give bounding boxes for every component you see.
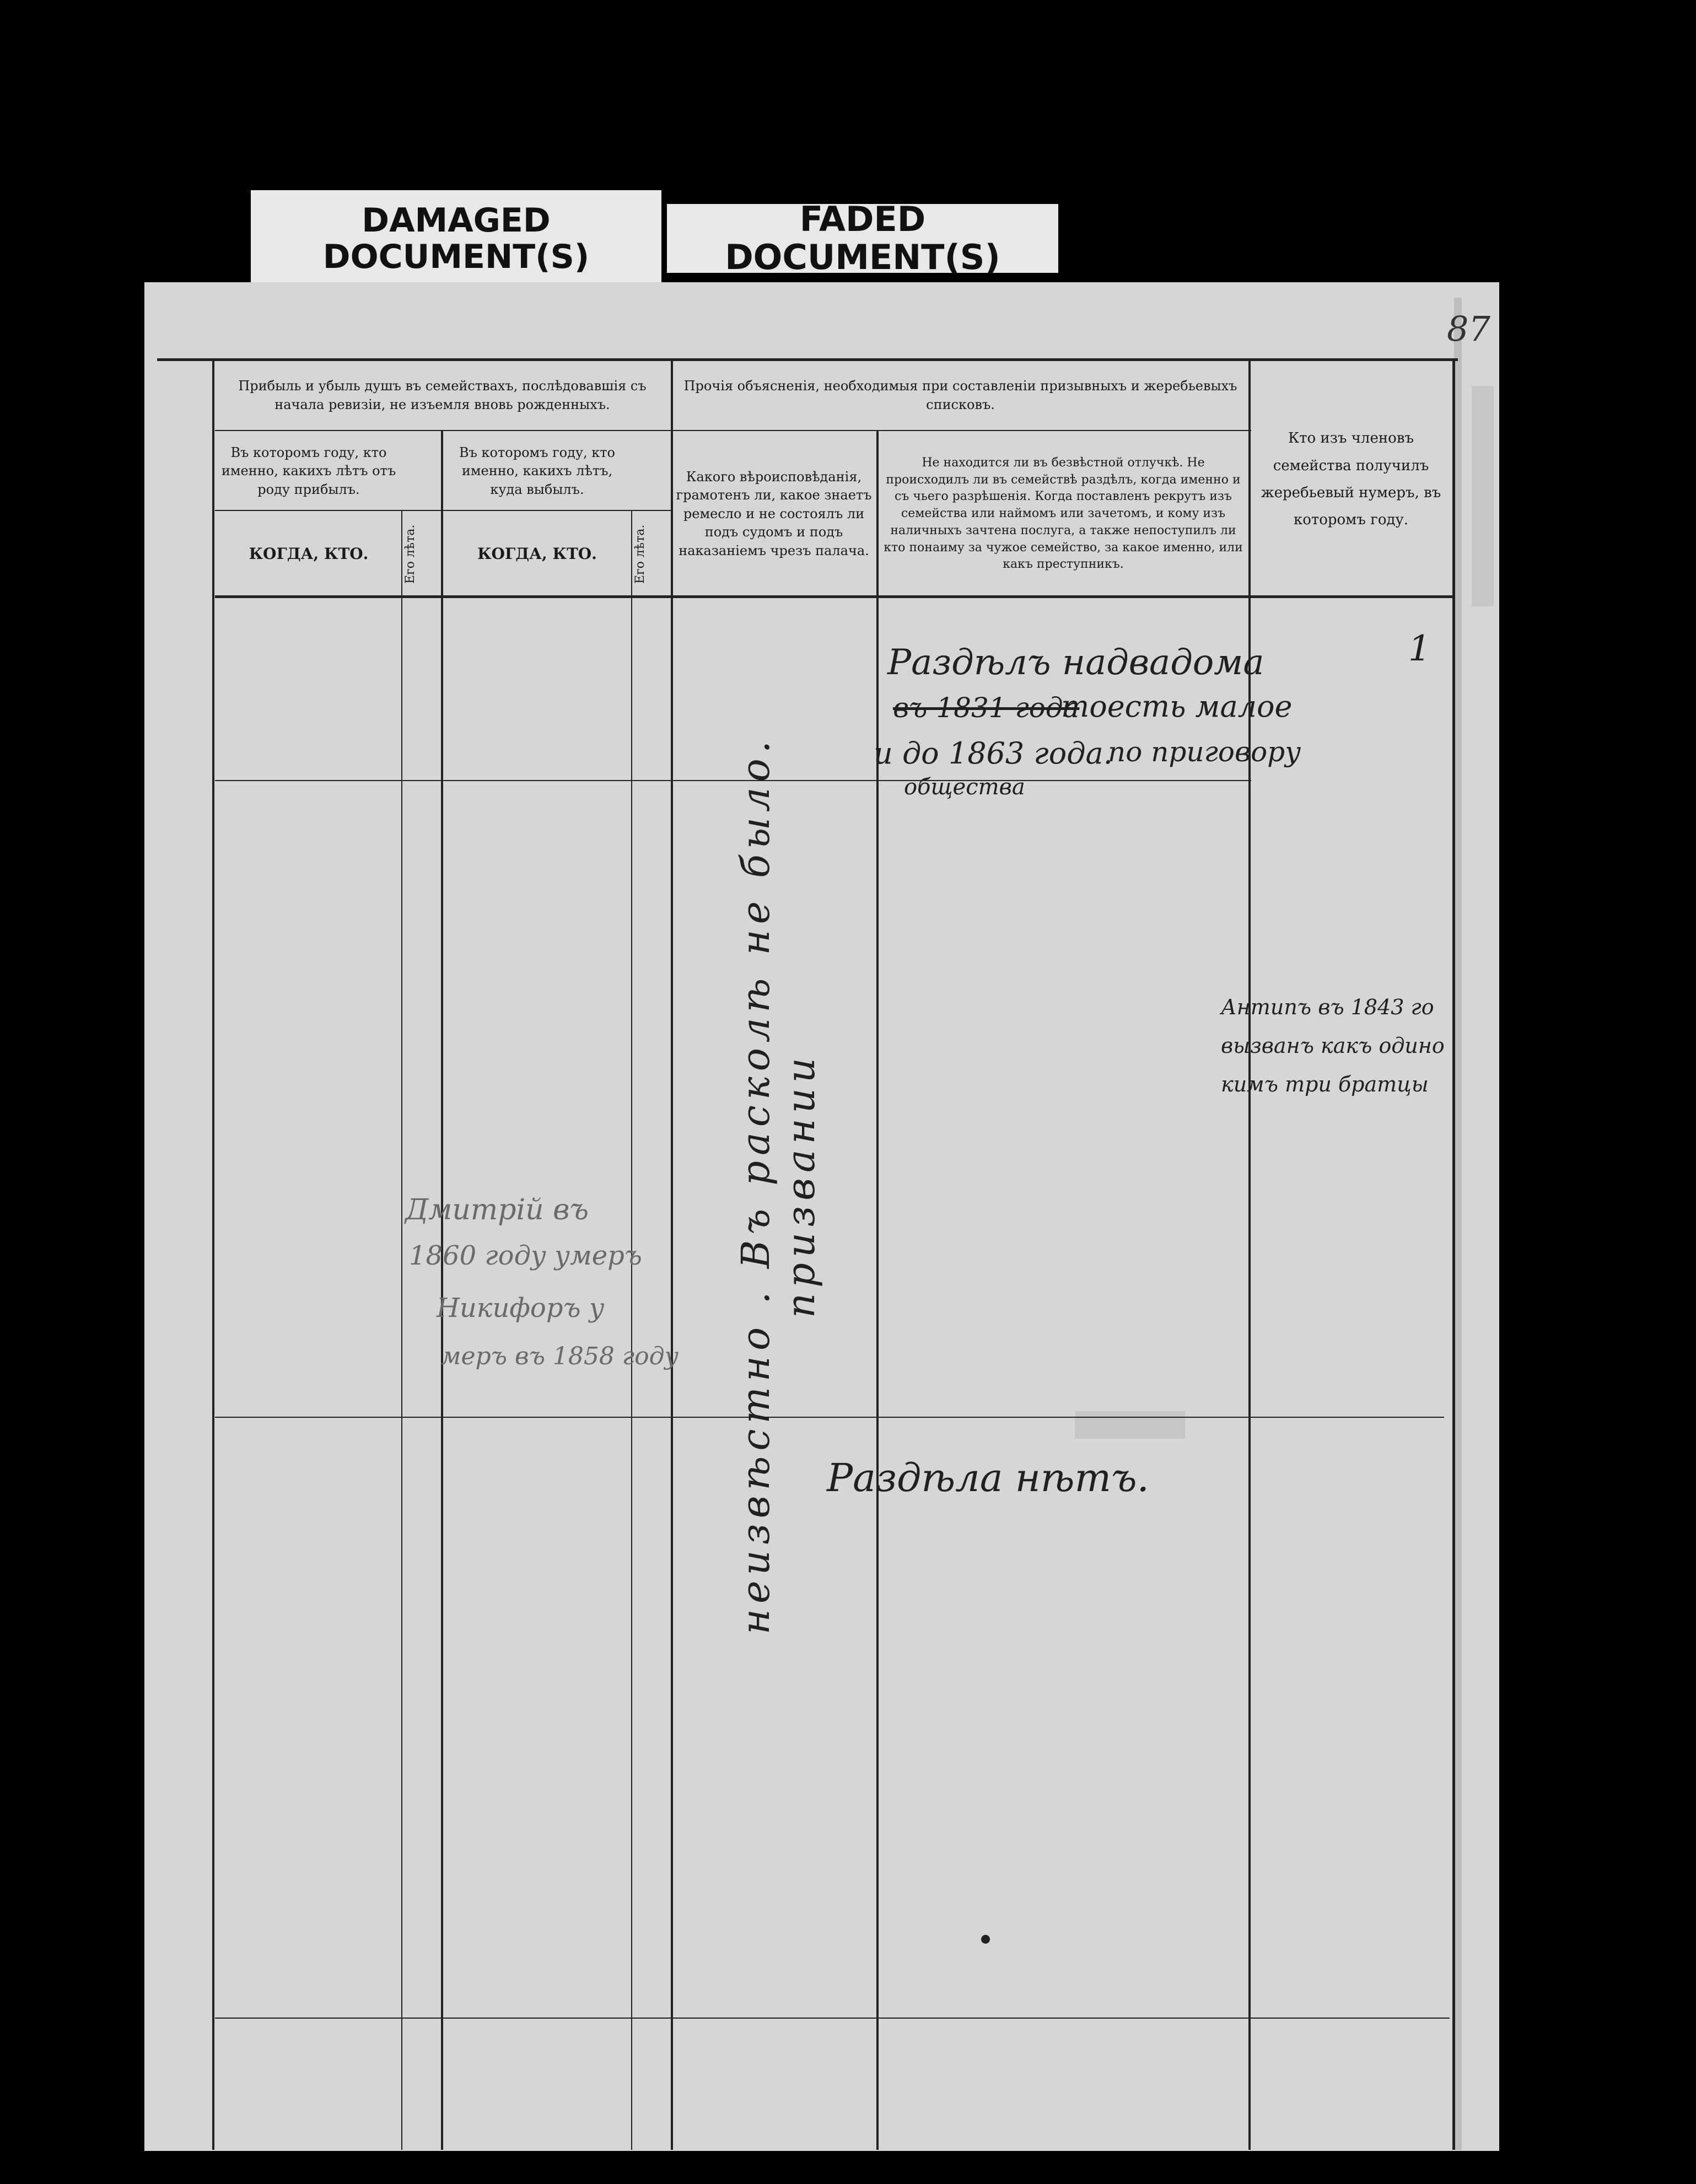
row-divider — [215, 1417, 1444, 1418]
lot-note-line1: Антипъ въ 1843 го — [1221, 995, 1434, 1019]
table-right-border — [1452, 358, 1455, 2150]
division-note-line1: Раздѣлъ надвадома — [887, 642, 1264, 683]
header-religion: Какого вѣроисповѣданія, грамотенъ ли, какое знаетъ ремесло и не состоялъ ли подъ судомъ и подъ наказаніемъ чрезъ палача. — [676, 469, 872, 558]
header-departed: Въ которомъ году, кто именно, какихъ лѣтъ, куда выбылъ. — [459, 444, 615, 497]
column-rule — [401, 510, 402, 2150]
header-other-explanations: Прочія объясненія, необходимыя при составленіи призывныхъ и жеребьевыхъ списковъ. — [683, 378, 1237, 412]
header-divider — [215, 510, 672, 511]
column-rule — [441, 430, 443, 2150]
departure-note-line1: Дмитрій въ — [405, 1193, 589, 1227]
ink-dot — [981, 1935, 990, 1944]
departure-note-line2: 1860 году умеръ — [409, 1240, 642, 1271]
faded-documents-tab[interactable]: FADED DOCUMENT(S) — [667, 204, 1058, 273]
header-births-deaths: Прибыль и убыль душъ въ семействахъ, послѣдовавшія съ начала ревизіи, не изъемля вновь рожденныхъ. — [238, 378, 647, 412]
header-age-arrived: Его лѣта. — [403, 524, 417, 584]
header-divider — [215, 430, 1251, 431]
header-arrived: Въ которомъ году, кто именно, какихъ лѣтъ отъ роду прибылъ. — [221, 444, 396, 497]
vertical-note: неизвѣстно . Въ расколѣ не было. призвании — [733, 735, 823, 1635]
column-rule — [631, 510, 632, 2150]
bleed-through — [1075, 1411, 1185, 1439]
page-number: 87 — [1447, 309, 1490, 349]
column-rule — [1248, 358, 1251, 2150]
division-note-line3: и до 1863 года. — [874, 736, 1113, 771]
row-mark: 1 — [1408, 628, 1431, 669]
lot-note-line3: кимъ три братцы — [1221, 1072, 1429, 1096]
division-note-line4: общества — [904, 774, 1025, 800]
departure-note-line3: Никифоръ у — [437, 1293, 605, 1324]
no-division-note: Раздѣла нѣтъ. — [827, 1455, 1149, 1500]
departure-note-line4: меръ въ 1858 году — [441, 1342, 679, 1370]
division-note-struck: въ 1831 года — [893, 692, 1080, 724]
page-edge — [1454, 298, 1462, 2150]
bleed-through — [1472, 386, 1494, 606]
row-divider — [215, 2018, 1450, 2019]
division-note-line3b: по приговору — [1108, 736, 1301, 768]
header-bottom-border — [215, 595, 1452, 598]
lot-note-line2: вызванъ какъ одино — [1221, 1034, 1445, 1058]
header-absence: Не находится ли въ безвѣстной отлучкѣ. Не происходилъ ли въ семействѣ раздѣлъ, когда именно и съ чьего разрѣшенія. Когда поставленъ рекрутъ изъ семейства или наймомъ или зачетомъ, и кому изъ наличныхъ зачтена послуга, а также непоступилъ ли кто понаиму за чужое семейство, за какое именно, или какъ преступникъ. — [884, 455, 1243, 572]
header-lot: Кто изъ членовъ семейства получилъ жеребьевый нумеръ, въ которомъ году. — [1261, 430, 1441, 529]
column-rule — [671, 358, 673, 2150]
table-top-border — [157, 358, 1458, 361]
column-rule — [212, 358, 214, 2150]
division-note-line2: тоесть малое — [1061, 689, 1293, 724]
damaged-documents-tab[interactable]: DAMAGED DOCUMENT(S) — [251, 190, 661, 287]
column-rule — [876, 430, 879, 2150]
header-when-who-arrived: КОГДА, КТО. — [249, 545, 369, 563]
header-when-who-departed: КОГДА, КТО. — [477, 545, 597, 563]
header-age-departed: Его лѣта. — [633, 524, 647, 584]
